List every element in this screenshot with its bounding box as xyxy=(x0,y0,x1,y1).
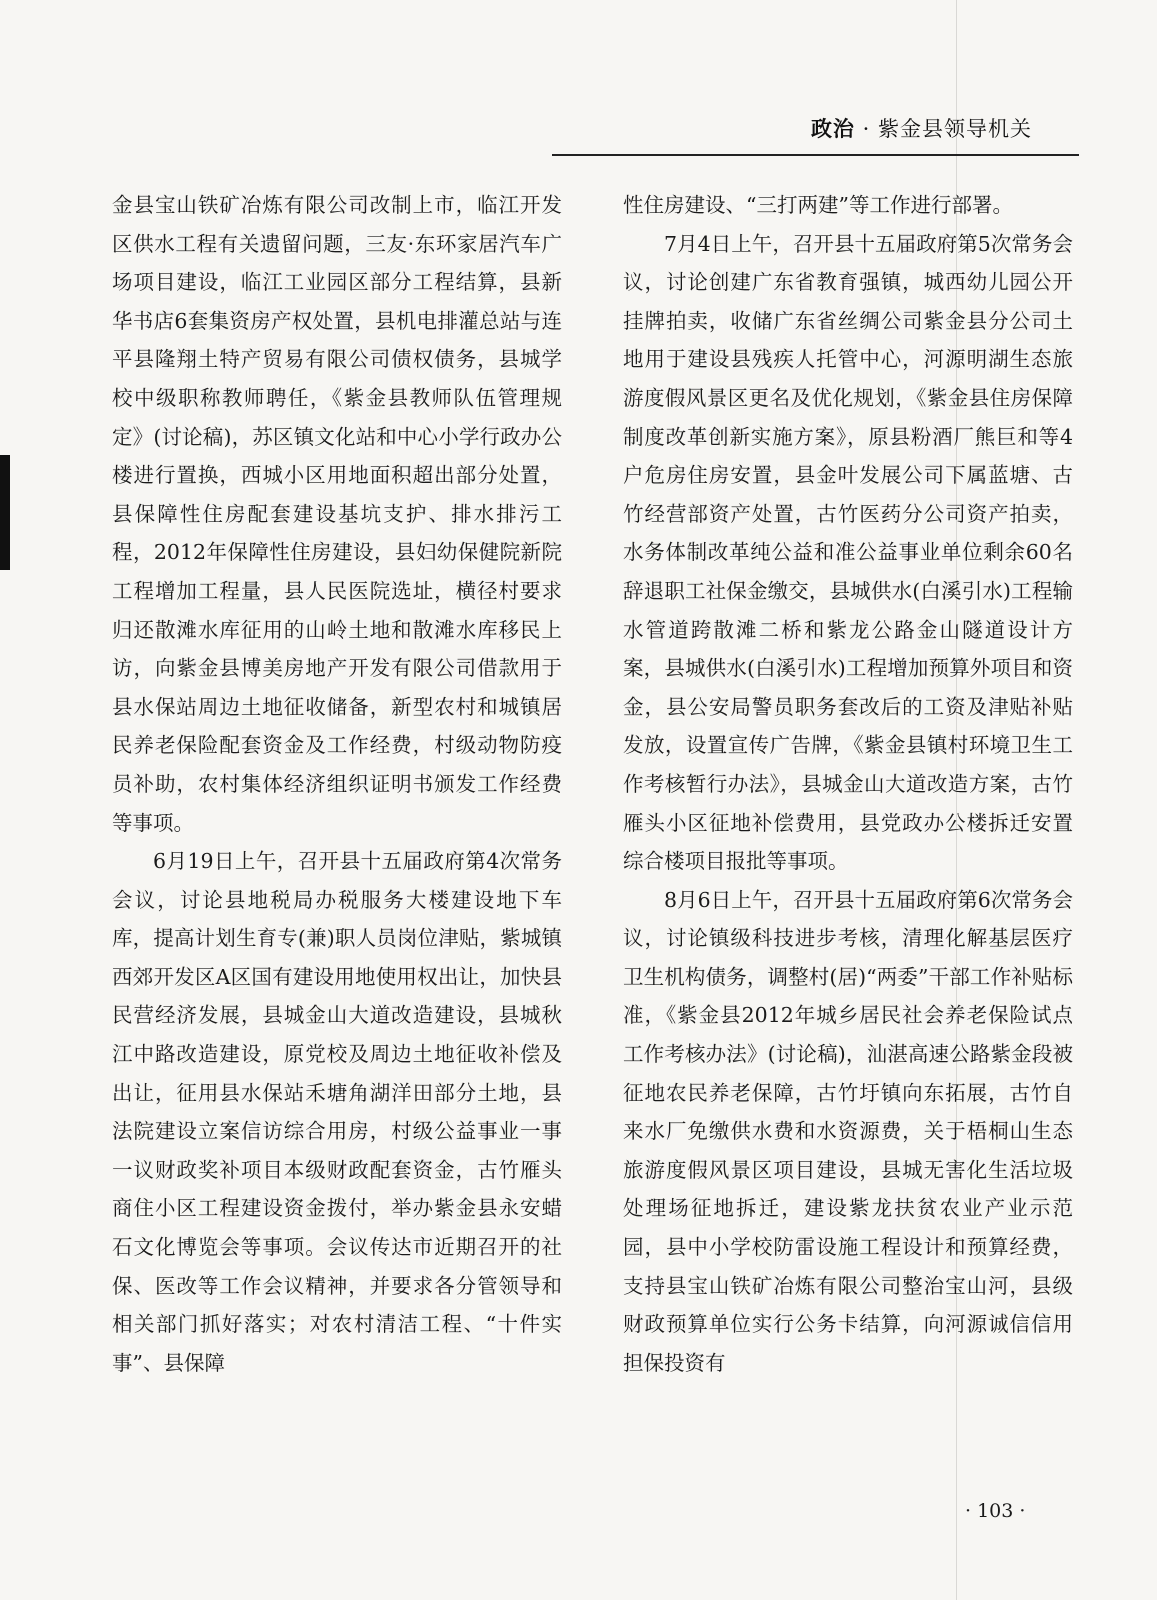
header-separator: · xyxy=(862,117,871,141)
running-header xyxy=(811,113,1032,143)
header-rule xyxy=(552,154,1079,156)
page-number: · 103 · xyxy=(965,1500,1026,1522)
left-column xyxy=(112,186,562,1382)
header-section: 政治 xyxy=(810,117,855,141)
scan-edge-mark xyxy=(0,455,10,570)
paragraph: 7月4日上午，召开县十五届政府第5次常务会议，讨论创建广东省教育强镇，城西幼儿园公开挂牌拍卖，收储广东省丝绸公司紫金县分公司土地用于建设县残疾人托管中心，河源明湖生态旅游度假风景区更名及优化规划，《紫金县住房保障制度改革创新实施方案》，原县粉酒厂熊巨和等4户危房住房安置，县金叶发展公司下属蓝塘、古竹经营部资产处置，古竹医药分公司资产拍卖，水务体制改革纯公益和准公益事业单位剩余60名辞退职工社保金缴交，县城供水(白溪引水)工程输水管道跨散滩二桥和紫龙公路金山隧道设计方案，县城供水(白溪引水)工程增加预算外项目和资金，县公安局警员职务套改后的工资及津贴补贴发放，设置宣传广告牌，《紫金县镇村环境卫生工作考核暂行办法》，县城金山大道改造方案，古竹雁头小区征地补偿费用，县党政办公楼拆迁安置综合楼项目报批等事项。 xyxy=(623,231,1073,874)
right-column xyxy=(623,186,1073,1382)
paragraph: 金县宝山铁矿冶炼有限公司改制上市，临江开发区供水工程有关遗留问题，三友·东环家居汽车广场项目建设，临江工业园区部分工程结算，县新华书店6套集资房产权处置，县机电排灌总站与连平县隆翔土特产贸易有限公司债权债务，县城学校中级职称教师聘任，《紫金县教师队伍管理规定》(讨论稿)，苏区镇文化站和中心小学行政办公楼进行置换，西城小区用地面积超出部分处置，县保障性住房配套建设基坑支护、排水排污工程，2012年保障性住房建设，县妇幼保健院新院工程增加工程量，县人民医院选址，横径村要求归还散滩水库征用的山岭土地和散滩水库移民上访，向紫金县博美房地产开发有限公司借款用于县水保站周边土地征收储备，新型农村和城镇居民养老保险配套资金及工作经费，村级动物防疫员补助，农村集体经济组织证明书颁发工作经费等事项。 xyxy=(112,193,562,835)
paragraph: 8月6日上午，召开县十五届政府第6次常务会议，讨论镇级科技进步考核，清理化解基层医疗卫生机构债务，调整村(居)“两委”干部工作补贴标准，《紫金县2012年城乡居民社会养老保险试点工作考核办法》(讨论稿)，汕湛高速公路紫金段被征地农民养老保障，古竹圩镇向东拓展，古竹自来水厂免缴供水费和水资源费，关于梧桐山生态旅游度假风景区项目建设，县城无害化生活垃圾处理场征地拆迁，建设紫龙扶贫农业产业示范园，县中小学校防雷设施工程设计和预算经费，支持县宝山铁矿冶炼有限公司整治宝山河，县级财政预算单位实行公务卡结算，向河源诚信信用担保投资有 xyxy=(623,887,1073,1375)
paragraph: 性住房建设、“三打两建”等工作进行部署。 xyxy=(623,193,1013,217)
paragraph: 6月19日上午，召开县十五届政府第4次常务会议，讨论县地税局办税服务大楼建设地下车库，提高计划生育专(兼)职人员岗位津贴，紫城镇西郊开发区A区国有建设用地使用权出让，加快县民营经济发展，县城金山大道改造建设，县城秋江中路改造建设，原党校及周边土地征收补偿及出让，征用县水保站禾塘角湖洋田部分土地，县法院建设立案信访综合用房，村级公益事业一事一议财政奖补项目本级财政配套资金，古竹雁头商住小区工程建设资金拨付，举办紫金县永安蜡石文化博览会等事项。会议传达市近期召开的社保、医改等工作会议精神，并要求各分管领导和相关部门抓好落实；对农村清洁工程、“十件实事”、县保障 xyxy=(112,849,562,1375)
header-subsection: 紫金县领导机关 xyxy=(878,117,1032,141)
